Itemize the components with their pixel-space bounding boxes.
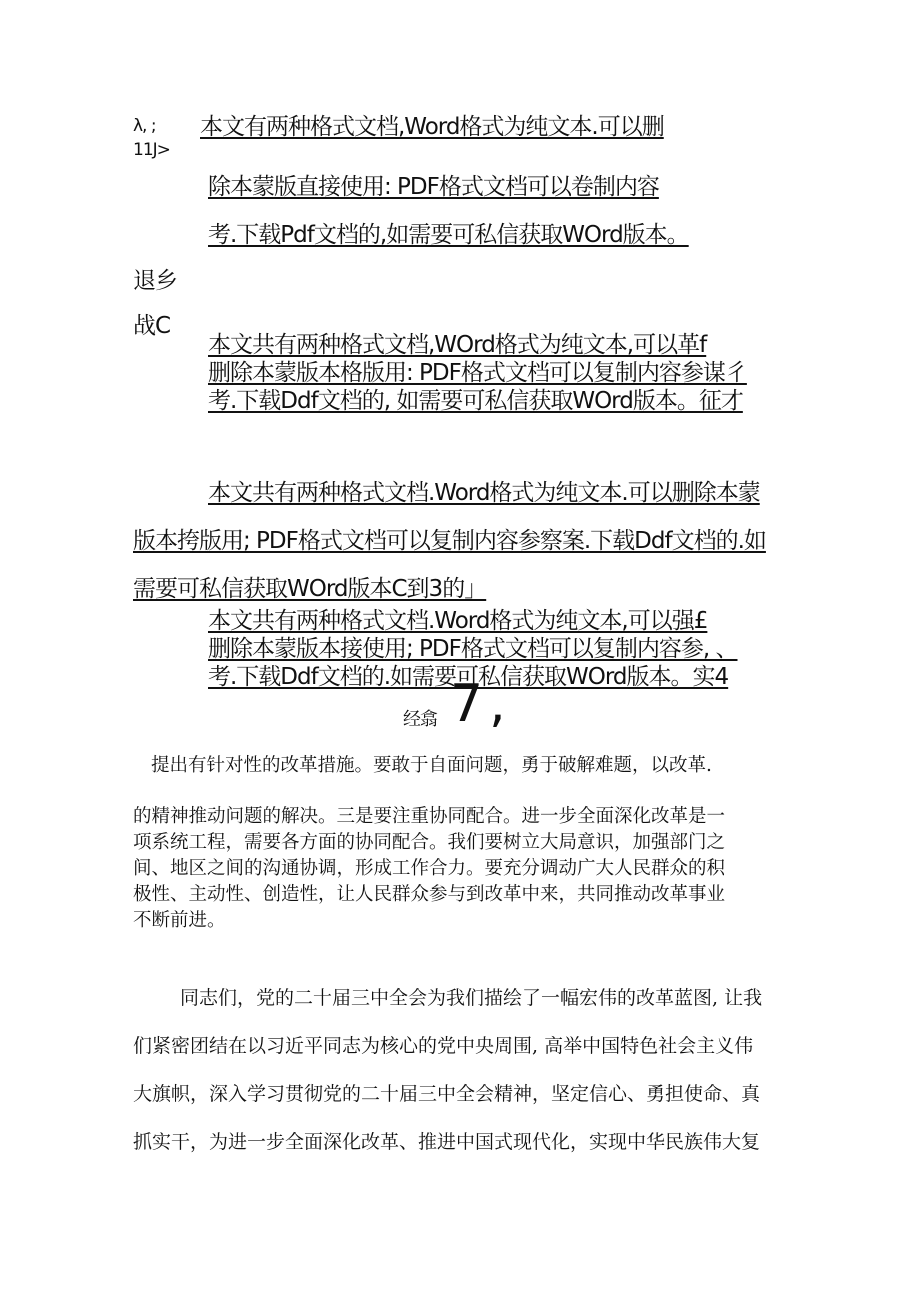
watermark-side-text2: 战C: [133, 313, 171, 339]
watermark-block4-line2: 删除本蒙版本接使用; PDF格式文档可以复制内容参, 、: [208, 636, 738, 662]
paragraph-line: 的精神推动问题的解决。三是要注重协同配合。进一步全面深化改革是一: [133, 806, 726, 827]
watermark-block2-line2: 删除本蒙版本格版用: PDF格式文档可以复制内容参谋彳: [208, 360, 747, 386]
paragraph-line: 不断前进。: [133, 910, 226, 931]
watermark-side-text1: 退乡: [133, 268, 177, 294]
paragraph-line: 极性、主动性、创造性，让人民群众参与到改革中来，共同推动改革事业: [133, 884, 726, 905]
watermark-block3-line3: 需要可私信获取WOrd版本C到3的」: [133, 576, 487, 602]
watermark-block1-line1: 本文有两种格式文档,Word格式为纯文本.可以删: [200, 114, 664, 140]
paragraph-2-line-1: 同志们，党的二十届三中全会为我们描绘了一幅宏伟的改革蓝图, 让我: [180, 987, 763, 1009]
body-line-top: 提出有针对性的改革措施。要敢于自面问题，勇于破解难题，以改革.: [151, 755, 712, 776]
watermark-block4-line3: 考.下载Ddf文档的.如需要可私信获取WOrd版本。实4: [208, 664, 729, 690]
watermark-mark-b: 11J>: [133, 140, 170, 160]
watermark-block4-line1: 本文共有两种格式文档.Word格式为纯文本,可以强£: [208, 608, 708, 634]
watermark-block3-line2: 版本挎版用; PDF格式文档可以复制内容参察案.下载Ddf文档的.如: [133, 528, 766, 554]
paragraph-line: 项系统工程，需要各方面的协同配合。我们要树立大局意识，加强部门之: [133, 832, 726, 853]
paragraph-line: 间、地区之间的沟通协调，形成工作合力。要充分调动广大人民群众的积: [133, 858, 726, 879]
watermark-block1-line3: 考.下载Pdf文档的,如需要可私信获取WOrd版本。: [208, 222, 689, 248]
watermark-block3-line1: 本文共有两种格式文档.Word格式为纯文本.可以删除本蒙: [208, 480, 760, 506]
paragraph-2-line-3: 大旗帜，深入学习贯彻党的二十届三中全会精神，坚定信心、勇担使命、真: [133, 1083, 761, 1105]
watermark-tail-small: 经翕: [403, 709, 437, 730]
watermark-block1-line2: 除本蒙版直接使用: PDF格式文档可以卷制内容: [208, 174, 659, 200]
watermark-block2-line3: 考.下载Ddf文档的, 如需要可私信获取WOrd版本。征才: [208, 388, 743, 414]
watermark-block2-line1: 本文共有两种格式文档,WOrd格式为纯文本,可以革f: [208, 332, 707, 358]
paragraph-2-line-2: 们紧密团结在以习近平同志为核心的党中央周围, 高举中国特色社会主义伟: [133, 1035, 754, 1057]
watermark-mark-a: λ, ;: [133, 116, 156, 136]
paragraph-1: [133, 804, 725, 934]
watermark-tail-big: 7,: [450, 674, 512, 734]
paragraph-2-line-4: 抓实干，为进一步全面深化改革、推进中国式现代化，实现中华民族伟大复: [133, 1131, 761, 1153]
